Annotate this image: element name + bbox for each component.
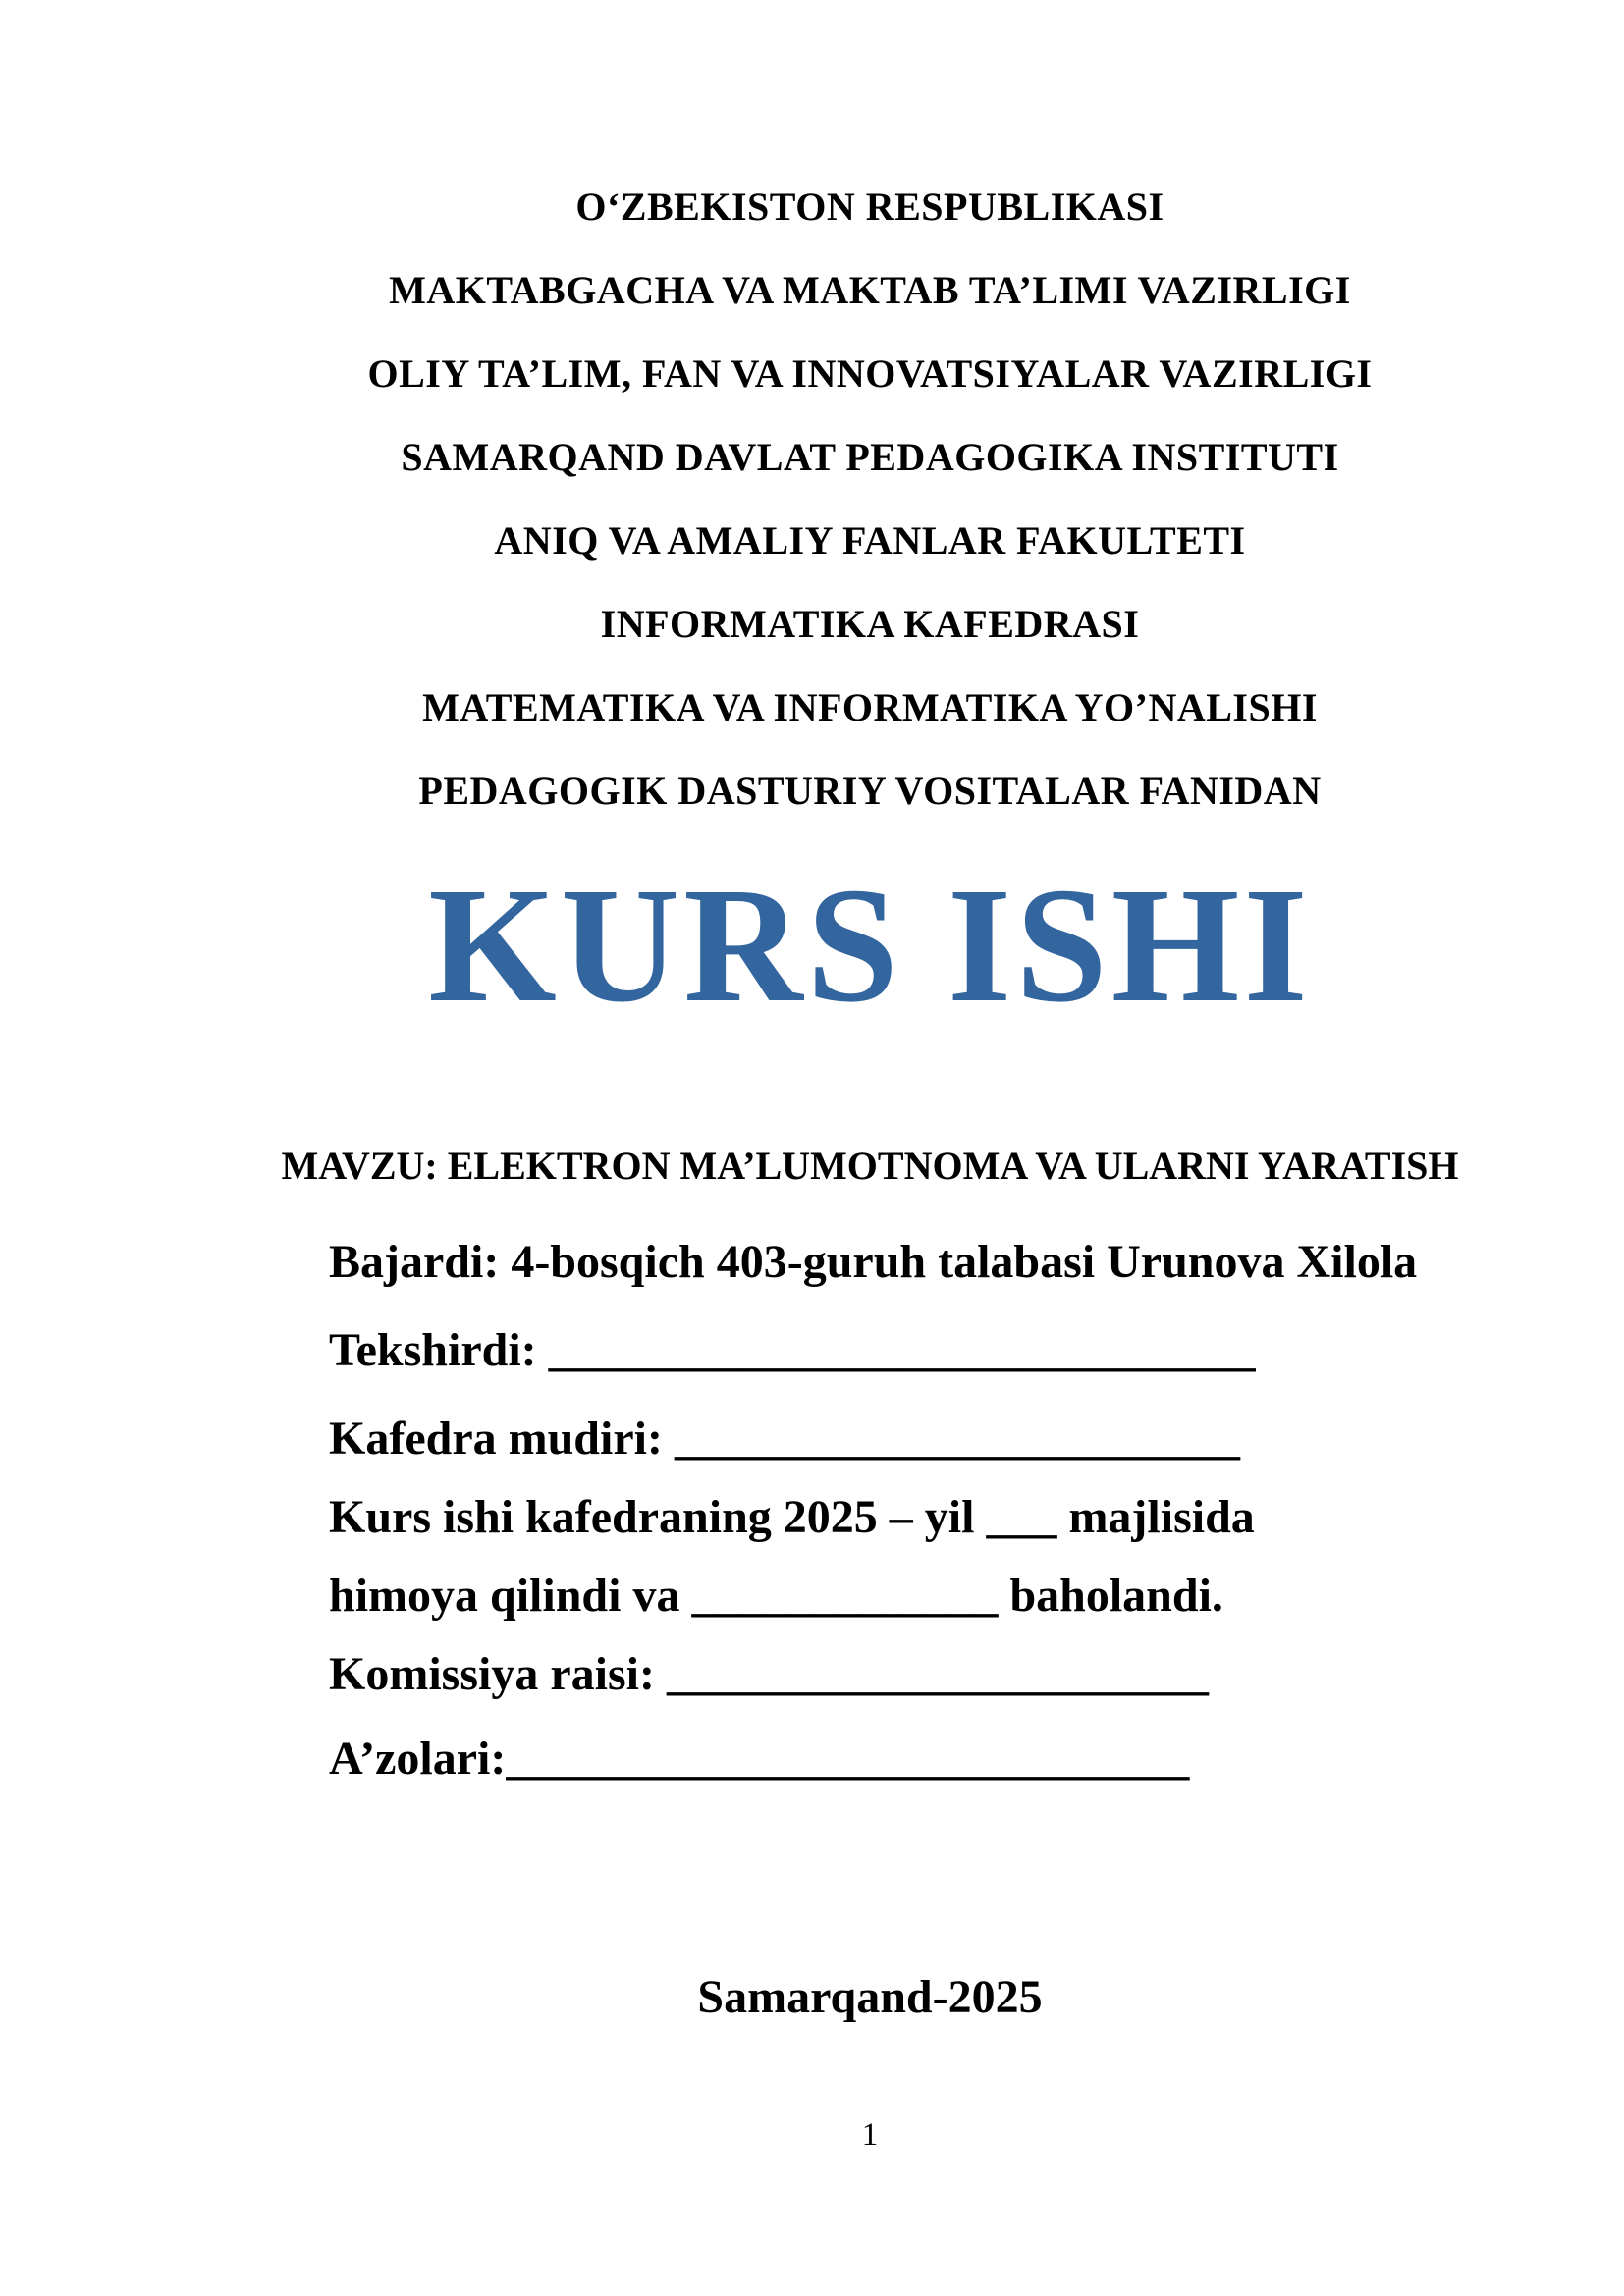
defense-meeting-line: Kurs ishi kafedraning 2025 – yil ___ majlisida xyxy=(329,1491,1255,1543)
header-line-ministry-2: OLIY TA’LIM, FAN VA INNOVATSIYALAR VAZIRLIGI xyxy=(367,351,1373,396)
performer-line: Bajardi: 4-bosqich 403-guruh talabasi Urunova Xilola xyxy=(329,1236,1418,1288)
details-block xyxy=(329,1223,1508,1798)
header-line-faculty: ANIQ VA AMALIY FANLAR FAKULTETI xyxy=(494,518,1246,562)
checker-line: Tekshirdi: ______________________________ xyxy=(329,1324,1256,1376)
header-line-institute: SAMARQAND DAVLAT PEDAGOGIKA INSTITUTI xyxy=(401,435,1339,479)
page-number: 1 xyxy=(861,2117,879,2153)
topic-line: MAVZU: ELEKTRON MA’LUMOTNOMA VA ULARNI YARATISH xyxy=(281,1144,1459,1188)
course-work-title: KURS ISHI xyxy=(428,854,1312,1037)
defense-grade-line: himoya qilindi va _____________ baholandi. xyxy=(329,1570,1223,1622)
header-line-subject: PEDAGOGIK DASTURIY VOSITALAR FANIDAN xyxy=(418,769,1322,813)
members-line: A’zolari:_____________________________ xyxy=(329,1733,1190,1785)
commission-chair-line: Komissiya raisi: _______________________ xyxy=(329,1648,1209,1700)
ministry-header-block xyxy=(0,0,1624,832)
header-line-department: INFORMATIKA KAFEDRASI xyxy=(600,602,1140,646)
header-line-country: O‘ZBEKISTON RESPUBLIKASI xyxy=(575,185,1164,229)
header-line-direction: MATEMATIKA VA INFORMATIKA YO’NALISHI xyxy=(422,685,1318,729)
header-line-ministry-1: MAKTABGACHA VA MAKTAB TA’LIMI VAZIRLIGI xyxy=(389,268,1351,312)
city-year-line: Samarqand-2025 xyxy=(697,1971,1043,2023)
department-head-line: Kafedra mudiri: ________________________ xyxy=(329,1413,1240,1465)
